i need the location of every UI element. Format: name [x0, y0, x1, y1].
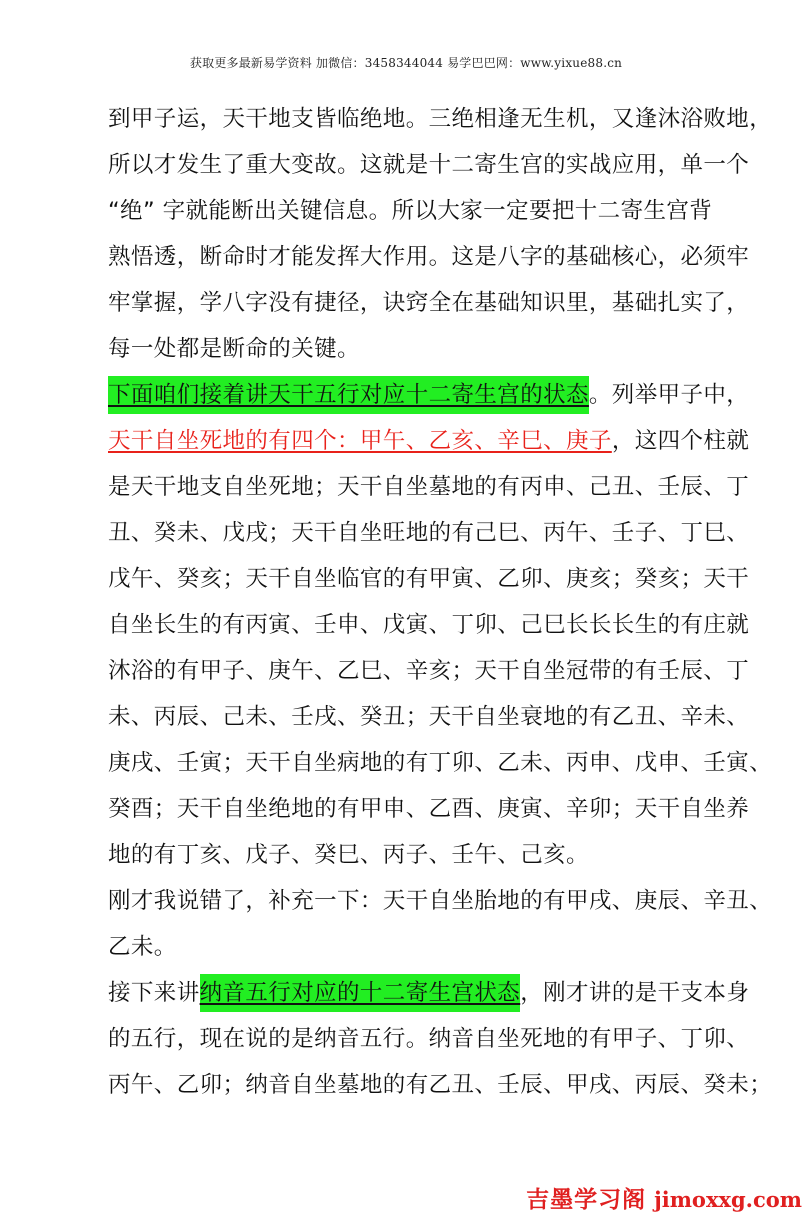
text-line: 熟悟透，断命时才能发挥大作用。这是八字的基础核心，必须牢: [108, 244, 750, 270]
page-header: 获取更多最新易学资料 加微信：3458344044 易学巴巴网：www.yixue88.cn: [189, 56, 623, 70]
text-line: 癸酉；天干自坐绝地的有甲申、乙酉、庚寅、辛卯；天干自坐养: [108, 796, 750, 822]
footer-watermark-logo: [526, 1186, 802, 1214]
text-line: 的五行，现在说的是纳音五行。纳音自坐死地的有甲子、丁卯、: [108, 1026, 750, 1052]
text-line: 地的有丁亥、戊子、癸巳、丙子、壬午、己亥。: [108, 842, 589, 868]
logo-domain-text: jimoxxg.com: [654, 1187, 802, 1212]
text-segment: ，这四个柱就: [611, 428, 750, 454]
text-line: [108, 970, 750, 1016]
highlighted-heading: 纳音五行对应的十二寄生宫状态: [200, 974, 521, 1012]
text-line: 到甲子运，天干地支皆临绝地。三绝相逢无生机，又逢沐浴败地，: [108, 106, 773, 132]
text-line: 丑、癸未、戊戌；天干自坐旺地的有己巳、丙午、壬子、丁巳、: [108, 520, 750, 546]
text-line: 牢掌握，学八字没有捷径，诀窍全在基础知识里，基础扎实了，: [108, 290, 750, 316]
text-segment: 接下来讲: [108, 980, 200, 1006]
text-line: 沐浴的有甲子、庚午、乙巳、辛亥；天干自坐冠带的有壬辰、丁: [108, 658, 750, 684]
text-line: 乙未。: [108, 934, 177, 960]
text-line: 所以才发生了重大变故。这就是十二寄生宫的实战应用，单一个: [108, 152, 750, 178]
text-line: [108, 372, 750, 418]
text-line: [108, 418, 750, 464]
document-body: [108, 96, 773, 1108]
text-line: 刚才我说错了，补充一下：天干自坐胎地的有甲戌、庚辰、辛丑、: [108, 888, 773, 914]
text-segment: 。列举甲子中，: [588, 382, 750, 408]
text-line: 每一处都是断命的关键。: [108, 336, 360, 362]
highlighted-heading: 下面咱们接着讲天干五行对应十二寄生宫的状态: [108, 376, 589, 414]
text-line: 戊午、癸亥；天干自坐临官的有甲寅、乙卯、庚亥；癸亥；天干: [108, 566, 750, 592]
text-line: 自坐长生的有丙寅、壬申、戊寅、丁卯、己巳长长长生的有庄就: [108, 612, 750, 638]
emphasized-text: 天干自坐死地的有四个：甲午、乙亥、辛巳、庚子: [108, 428, 612, 454]
text-line: 是天干地支自坐死地；天干自坐墓地的有丙申、己丑、壬辰、丁: [108, 474, 750, 500]
text-line: “绝” 字就能断出关键信息。所以大家一定要把十二寄生宫背: [108, 198, 713, 224]
text-segment: ，刚才讲的是干支本身: [520, 980, 750, 1006]
text-line: 未、丙辰、己未、壬戌、癸丑；天干自坐衰地的有乙丑、辛未、: [108, 704, 750, 730]
text-line: 庚戌、壬寅；天干自坐病地的有丁卯、乙未、丙申、戊申、壬寅、: [108, 750, 773, 776]
text-line: 丙午、乙卯；纳音自坐墓地的有乙丑、壬辰、甲戌、丙辰、癸未；: [108, 1072, 773, 1098]
logo-chinese-text: 吉墨学习阁: [526, 1187, 647, 1213]
